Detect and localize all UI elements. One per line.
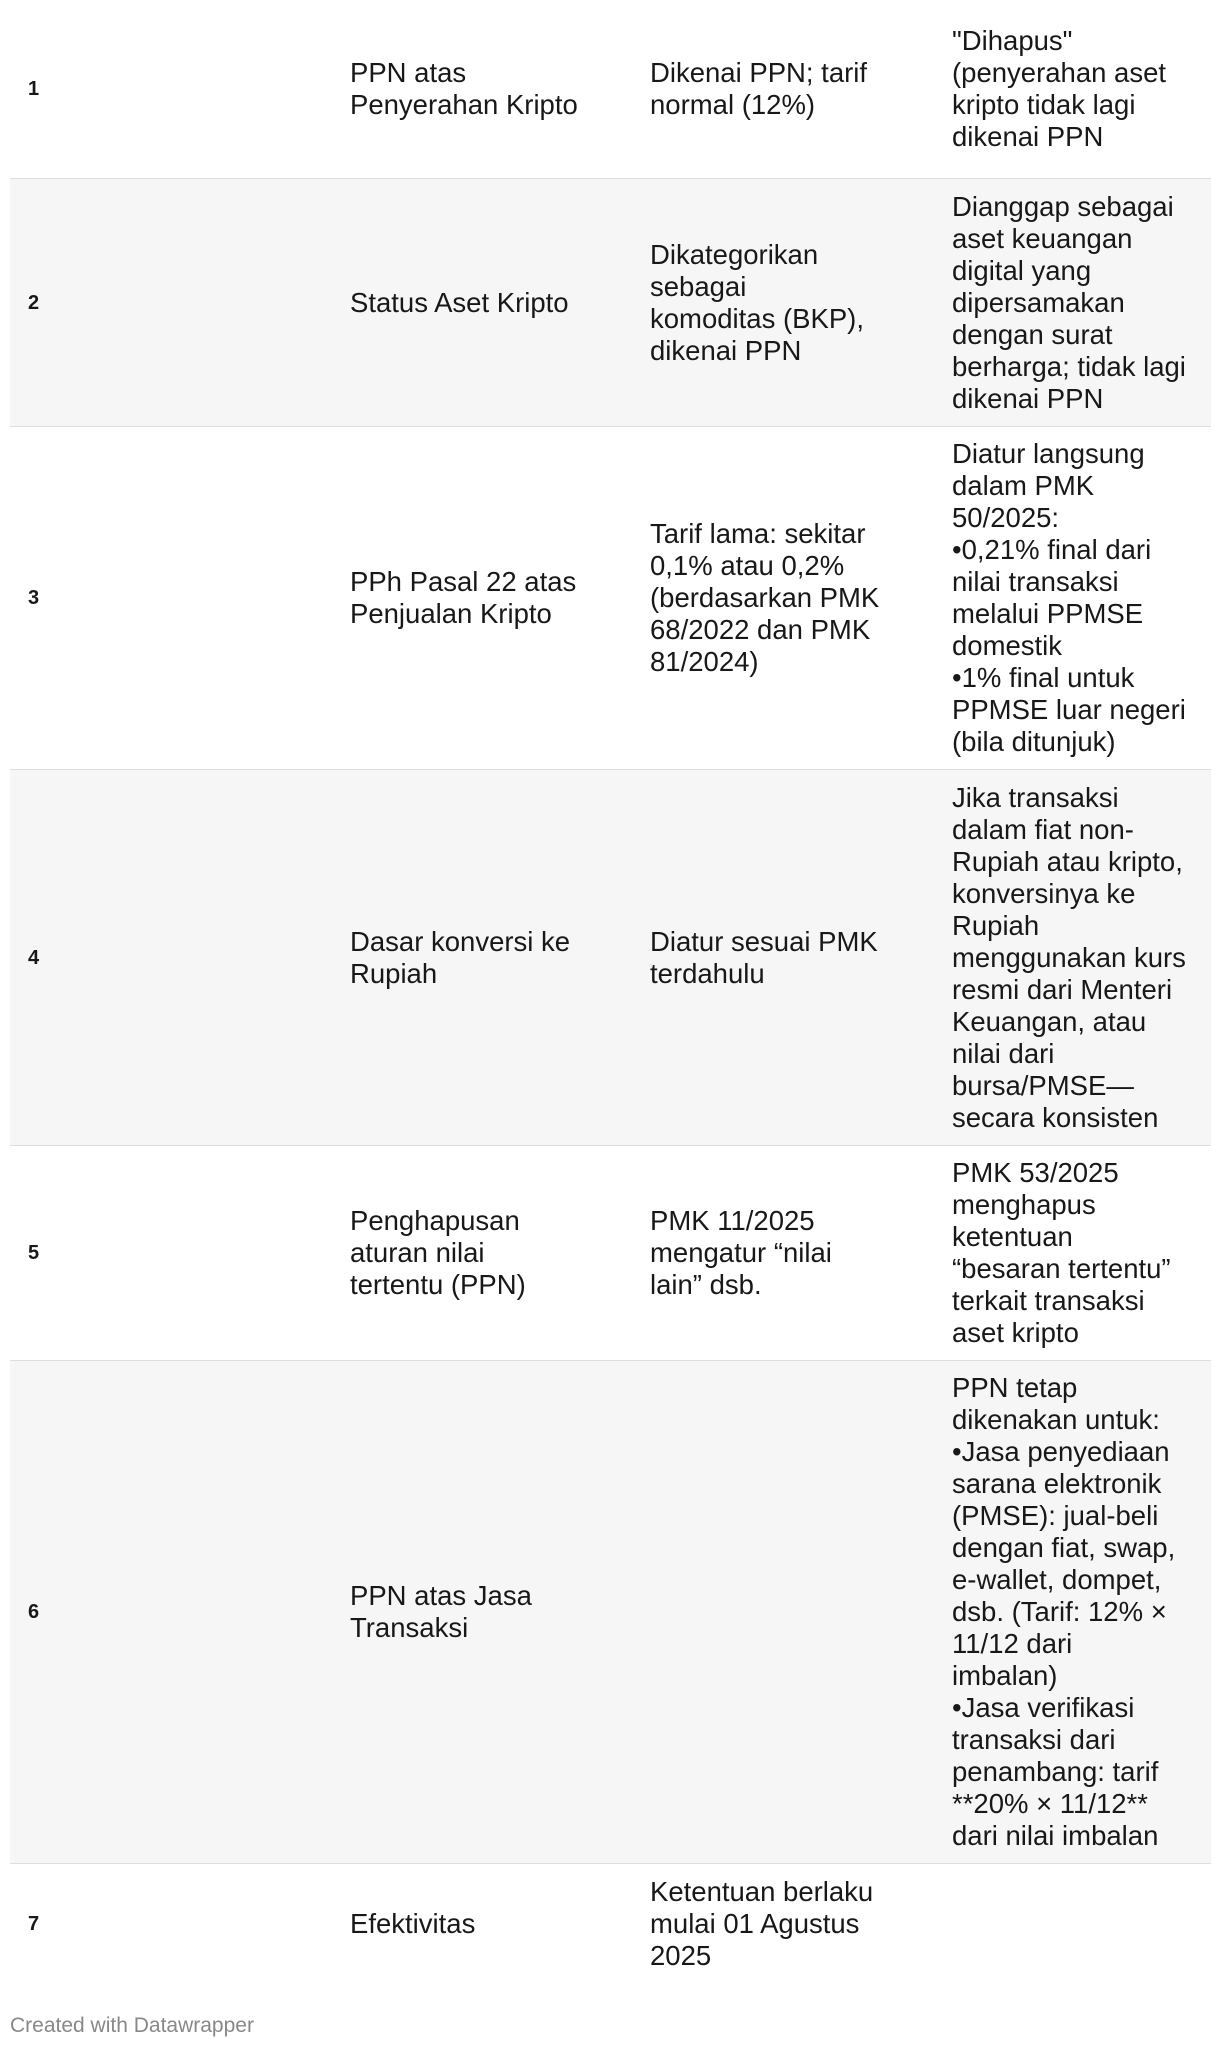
table-row	[10, 1361, 1211, 1864]
row-number: 3	[28, 587, 40, 609]
table-row	[10, 0, 1211, 179]
new-rule-cell: PMK 53/2025 menghapus ketentuan “besaran tertentu” terkait transaksi aset kripto	[952, 1157, 1171, 1348]
old-rule-cell: Tarif lama: sekitar 0,1% atau 0,2% (berdasarkan PMK 68/2022 dan PMK 81/2024)	[650, 518, 880, 677]
row-number: 1	[28, 78, 40, 100]
aspect-cell: Efektivitas	[350, 1908, 476, 1939]
row-number: 6	[28, 1601, 40, 1623]
row-number: 2	[28, 291, 40, 314]
table-row	[10, 1146, 1211, 1361]
aspect-cell: Status Aset Kripto	[350, 286, 569, 318]
new-rule-cell: "Dihapus" (penyerahan aset kripto tidak lagi dikenai PPN	[952, 25, 1167, 152]
aspect-cell: PPN atas Penyerahan Kripto	[350, 57, 578, 120]
old-rule-cell: Ketentuan berlaku mulai 01 Agustus 2025	[650, 1876, 874, 1971]
table-row	[10, 179, 1211, 427]
new-rule-cell: Diatur langsung dalam PMK 50/2025: •0,21% final dari nilai transaksi melalui PPMSE domestik •1% final untuk PPMSE luar negeri (bila ditunjuk)	[952, 438, 1186, 757]
old-rule-cell: PMK 11/2025 mengatur “nilai lain” dsb.	[650, 1205, 832, 1300]
new-rule-cell: PPN tetap dikenakan untuk: •Jasa penyediaan sarana elektronik (PMSE): jual-beli dengan fiat, swap, e-wallet, dompet, dsb. (Tarif: 12% × 11/12 dari imbalan) •Jasa verifikasi transaksi dari penambang: tarif **20% × 11/12** dari nilai imbalan	[952, 1372, 1176, 1851]
aspect-cell: Dasar konversi ke Rupiah	[350, 925, 571, 989]
aspect-cell: PPh Pasal 22 atas Penjualan Kripto	[350, 566, 577, 629]
row-number: 7	[28, 1913, 40, 1935]
datawrapper-credit: Created with Datawrapper	[10, 2014, 254, 2037]
table-row	[10, 1864, 1211, 1984]
old-rule-cell: Diatur sesuai PMK terdahulu	[650, 925, 878, 989]
table-row	[10, 427, 1211, 770]
table-row	[10, 770, 1211, 1146]
old-rule-cell: Dikategorikan sebagai komoditas (BKP), dikenai PPN	[650, 238, 864, 366]
old-rule-cell: Dikenai PPN; tarif normal (12%)	[650, 57, 868, 120]
new-rule-cell: Jika transaksi dalam fiat non- Rupiah atau kripto, konversinya ke Rupiah menggunakan kurs resmi dari Menteri Keuangan, atau nilai dari bursa/PMSE— secara konsisten	[952, 781, 1186, 1133]
new-rule-cell: Dianggap sebagai aset keuangan digital yang dipersamakan dengan surat berharga; tidak lagi dikenai PPN	[952, 190, 1186, 414]
row-number: 5	[28, 1242, 40, 1264]
row-number: 4	[28, 946, 40, 969]
aspect-cell: Penghapusan aturan nilai tertentu (PPN)	[350, 1205, 526, 1300]
aspect-cell: PPN atas Jasa Transaksi	[350, 1580, 532, 1643]
comparison-table	[10, 0, 1211, 1984]
